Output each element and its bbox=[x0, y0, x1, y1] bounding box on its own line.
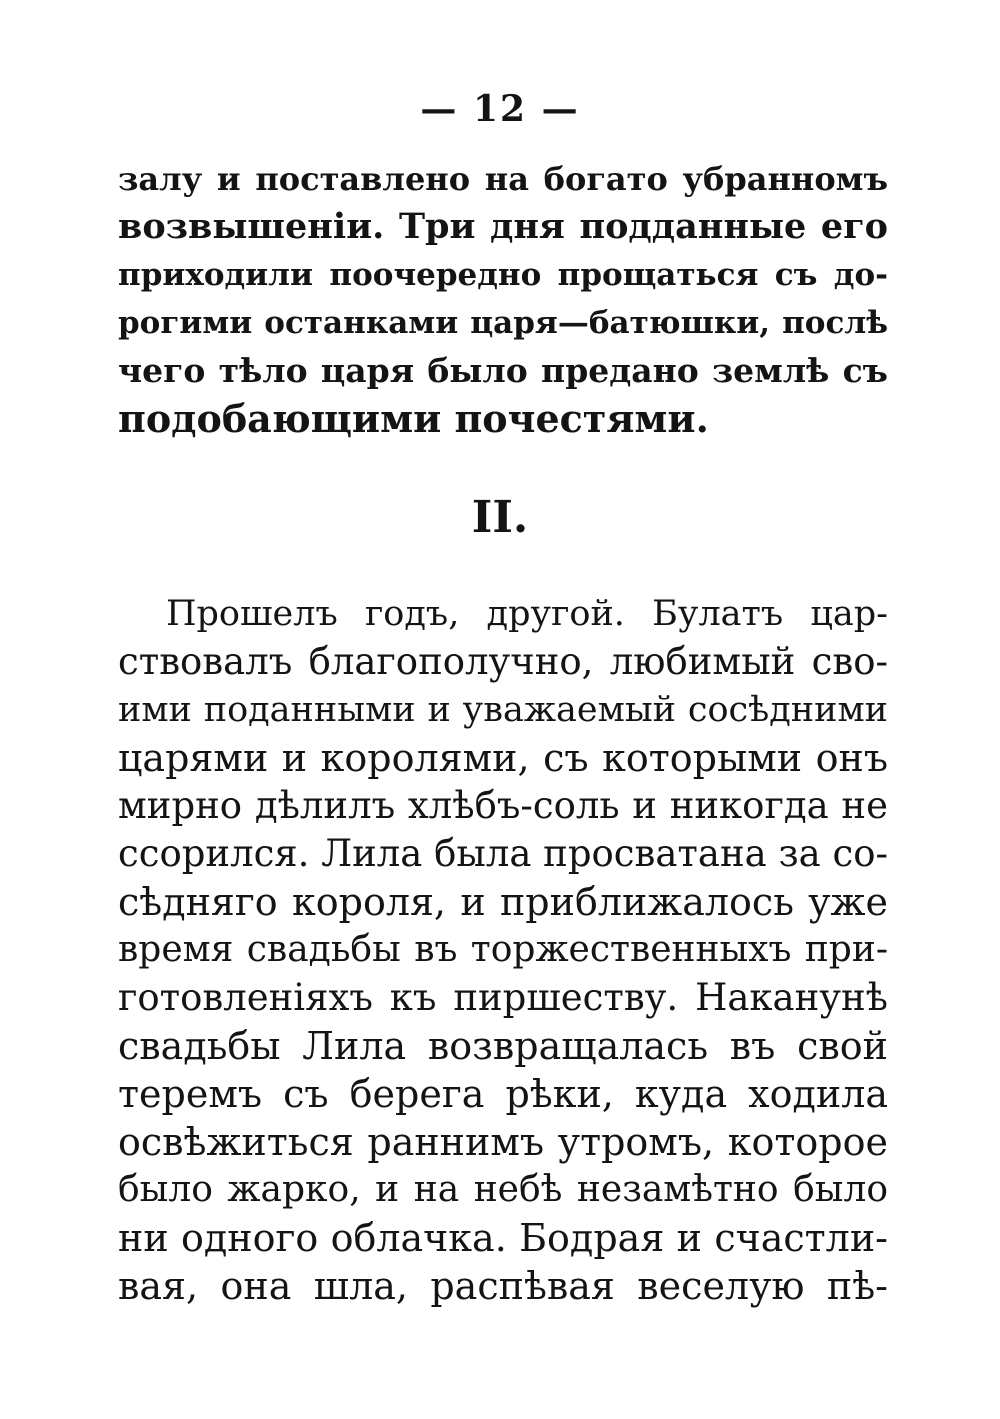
text-line: ссорился. Лила была просватана за со- bbox=[118, 832, 888, 875]
text-line: подобающими почестями. bbox=[118, 396, 709, 441]
text-line: царями и королями, съ которыми онъ bbox=[118, 736, 888, 780]
paragraph-section-2 bbox=[118, 590, 888, 1310]
paragraph-continued bbox=[118, 155, 888, 443]
text-line: готовленiяхъ къ пиршеству. Наканунѣ bbox=[118, 976, 888, 1019]
text-line: Прошелъ годъ, другой. Булатъ цар- bbox=[166, 594, 888, 634]
text-line: возвышенiи. Три дня подданные его bbox=[118, 206, 888, 247]
text-line: сѣдняго короля, и приближалось уже bbox=[118, 880, 888, 924]
text-line: было жарко, и на небѣ незамѣтно было bbox=[118, 1169, 888, 1210]
text-line: освѣжиться раннимъ утромъ, которое bbox=[118, 1120, 888, 1164]
text-line: время свадьбы въ торжественныхъ при- bbox=[118, 929, 888, 970]
text-line: ими поданными и уважаемый сосѣдними bbox=[118, 690, 888, 730]
text-line: теремъ съ берега рѣки, куда ходила bbox=[118, 1072, 888, 1116]
text-line: мирно дѣлилъ хлѣбъ-соль и никогда не bbox=[118, 784, 888, 827]
page-number: — 12 — bbox=[420, 88, 580, 130]
text-line: залу и поставлено на богато убранномъ bbox=[118, 160, 888, 198]
text-line: свадьбы Лила возвращалась въ свой bbox=[118, 1024, 888, 1068]
text-line: приходили поочередно прощаться съ до- bbox=[118, 257, 888, 293]
text-line: рогими останками царя—батюшки, послѣ bbox=[118, 305, 888, 341]
section-heading: II. bbox=[471, 492, 529, 543]
text-line: вая, она шла, распѣвая веселую пѣ- bbox=[118, 1264, 888, 1308]
text-line: ни одного облачка. Бодрая и счастли- bbox=[118, 1216, 888, 1260]
text-line: ствовалъ благополучно, любимый сво- bbox=[118, 640, 888, 683]
text-line: чего тѣло царя было предано землѣ съ bbox=[118, 351, 888, 390]
